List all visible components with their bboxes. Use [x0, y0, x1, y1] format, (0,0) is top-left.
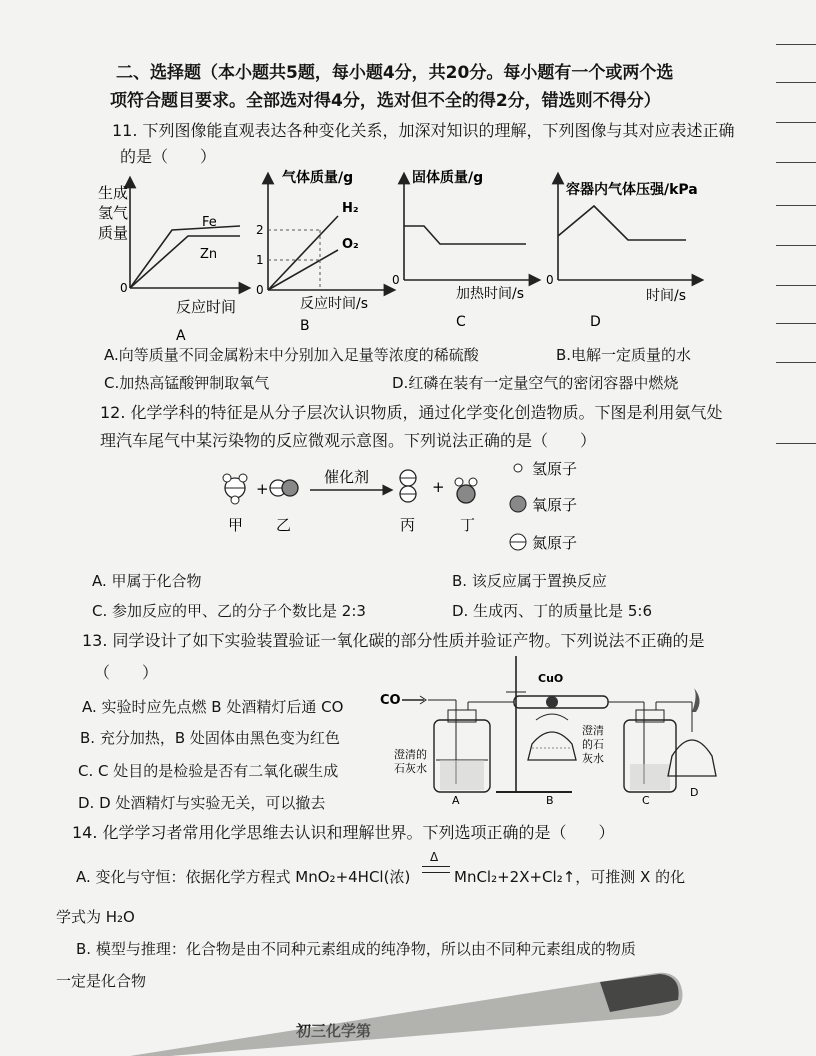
- q12-stem-line2: 理汽车尾气中某污染物的反应微观示意图。下列说法正确的是（ ）: [100, 431, 597, 450]
- chart-b: [256, 169, 390, 334]
- chart-d-origin: 0: [546, 273, 554, 287]
- chart-c-origin: 0: [392, 273, 400, 287]
- q13-option-c: C. C 处目的是检验是否有二氧化碳生成: [78, 762, 339, 780]
- q12-reaction-diagram: [200, 450, 620, 560]
- q13-option-d: D. D 处酒精灯与实验无关，可以撤去: [78, 794, 326, 812]
- q14-stem: 14. 化学学习者常用化学思维去认识和理解世界。下列选项正确的是（ ）: [72, 823, 615, 842]
- chart-a-origin: 0: [120, 281, 128, 295]
- chart-a-xlabel: 反应时间: [176, 298, 237, 316]
- chart-a-ylabel1: 生成: [98, 184, 129, 202]
- chart-b-tick-1: 1: [256, 253, 264, 267]
- chart-b-line-o2: [268, 250, 338, 290]
- q12-stem-line1: 12. 化学学科的特征是从分子层次认识物质，通过化学变化创造物质。下图是利用氨气处: [100, 403, 723, 422]
- chart-a-line-zn: [130, 236, 240, 288]
- q12-option-b: B. 该反应属于置换反应: [452, 572, 607, 590]
- q14-option-b-line2: 一定是化合物: [56, 972, 147, 990]
- chart-b-origin: 0: [256, 283, 264, 297]
- molecule-bing: [400, 470, 416, 502]
- q11-graphs: [90, 168, 720, 368]
- q14-option-a-equation: MnCl₂+2X+Cl₂↑，可推测 X 的化: [454, 868, 686, 886]
- chart-d-ylabel: 容器内气体压强/kPa: [566, 182, 698, 198]
- chart-b-line-h2: [268, 216, 338, 290]
- molecule-yi: [270, 480, 298, 496]
- q14-delta: Δ: [430, 850, 439, 864]
- chart-b-xlabel: 反应时间/s: [300, 296, 369, 312]
- q12-option-d: D. 生成丙、丁的质量比是 5:6: [452, 602, 652, 620]
- chart-b-series-o2: O₂: [342, 237, 359, 252]
- chart-c-xlabel: 加热时间/s: [456, 286, 525, 302]
- label-bing: 丙: [400, 516, 416, 534]
- tag-b: B: [546, 794, 554, 807]
- co-label: CO: [380, 693, 401, 708]
- legend-n: 氮原子: [532, 534, 578, 552]
- catalyst-label: 催化剂: [324, 468, 370, 486]
- legend-o: 氧原子: [532, 496, 578, 514]
- q14-option-b-line1: B. 模型与推理：化合物是由不同种元素组成的纯净物，所以由不同种元素组成的物质: [76, 940, 636, 958]
- chart-a-series-fe: Fe: [202, 215, 217, 230]
- chart-a-tag: A: [176, 328, 186, 344]
- chart-a: [98, 182, 245, 344]
- chart-c-line: [404, 226, 526, 244]
- chart-d: [546, 178, 698, 330]
- chart-c: [392, 169, 535, 330]
- cuo-label: CuO: [538, 672, 564, 685]
- legend-h: 氢原子: [532, 460, 578, 478]
- q11-option-a: A.向等质量不同金属粉末中分别加入足量等浓度的稀硫酸: [104, 346, 479, 364]
- molecule-jia: [223, 474, 247, 504]
- atom-legend: [510, 460, 577, 552]
- q11-option-c: C.加热高锰酸钾制取氧气: [104, 374, 270, 392]
- limewater-c-line2: 的石: [582, 738, 604, 751]
- q11-option-d: D.红磷在装有一定量空气的密闭容器中燃烧: [392, 374, 679, 392]
- chart-b-tag: B: [300, 318, 310, 334]
- chart-a-ylabel2: 氢气: [98, 204, 129, 222]
- legend-h-icon: [514, 464, 522, 472]
- tag-a: A: [452, 794, 460, 807]
- q12-plus-2: +: [432, 478, 445, 496]
- q12-option-a: A. 甲属于化合物: [92, 572, 202, 590]
- label-yi: 乙: [276, 516, 292, 534]
- legend-o-icon: [510, 496, 526, 512]
- chart-c-ylabel: 固体质量/g: [412, 170, 484, 186]
- alcohol-lamp-b-icon: [528, 732, 576, 760]
- chart-c-tag: C: [456, 314, 466, 330]
- flame-b-icon: [536, 714, 568, 720]
- tag-d: D: [690, 786, 699, 799]
- q13-stem-line2: （ ）: [94, 663, 159, 682]
- chart-d-line: [558, 206, 686, 240]
- q14-eq-sign-top: [422, 866, 450, 867]
- q13-option-a: A. 实验时应先点燃 B 处酒精灯后通 CO: [82, 698, 344, 716]
- pen-image: [130, 960, 690, 1056]
- chart-d-tag: D: [590, 314, 601, 330]
- q14-option-a-cont: 学式为 H₂O: [56, 908, 135, 926]
- label-jia: 甲: [228, 516, 244, 534]
- chart-b-ylabel: 气体质量/g: [282, 170, 354, 186]
- label-ding: 丁: [460, 516, 476, 534]
- q12-option-c: C. 参加反应的甲、乙的分子个数比是 2:3: [92, 602, 366, 620]
- flame-d-icon: [692, 688, 700, 712]
- chart-a-ylabel3: 质量: [98, 224, 129, 242]
- q13-apparatus: [376, 648, 736, 808]
- molecule-ding: [455, 478, 477, 503]
- chart-d-xlabel: 时间/s: [646, 288, 687, 304]
- limewater-c-line1: 澄清: [582, 724, 604, 737]
- cuo-powder: [546, 696, 558, 708]
- section-header-line1: 二、选择题（本小题共5题，每小题4分，共20分。每小题有一个或两个选: [116, 63, 674, 83]
- q11-stem-line1: 11. 下列图像能直观表达各种变化关系，加深对知识的理解，下列图像与其对应表述正确: [112, 121, 735, 140]
- q14-eq-sign-bottom: [422, 872, 450, 873]
- q11-stem-line2: 的是（ ）: [120, 147, 217, 166]
- limewater-a-line2: 石灰水: [394, 762, 427, 775]
- q14-option-a-prefix: A. 变化与守恒：依据化学方程式 MnO₂+4HCl(浓): [76, 868, 411, 886]
- q13-stem-line1: 13. 同学设计了如下实验装置验证一氧化碳的部分性质并验证产物。下列说法不正确的是: [82, 631, 705, 650]
- q13-option-b: B. 充分加热，B 处固体由黑色变为红色: [80, 729, 340, 747]
- q12-plus-1: +: [256, 480, 269, 498]
- limewater-c-line3: 灰水: [582, 752, 604, 765]
- chart-b-series-h2: H₂: [342, 201, 359, 216]
- tag-c: C: [642, 794, 650, 807]
- bottle-a: [394, 700, 514, 807]
- limewater-a-line1: 澄清的: [394, 748, 427, 761]
- q11-option-b: B.电解一定质量的水: [556, 346, 692, 364]
- section-header-line2: 项符合题目要求。全部选对得4分，选对但不全的得2分，错选则不得分）: [110, 91, 661, 111]
- bottle-c: [582, 702, 692, 807]
- chart-a-series-zn: Zn: [200, 247, 218, 262]
- chart-b-tick-2: 2: [256, 223, 264, 237]
